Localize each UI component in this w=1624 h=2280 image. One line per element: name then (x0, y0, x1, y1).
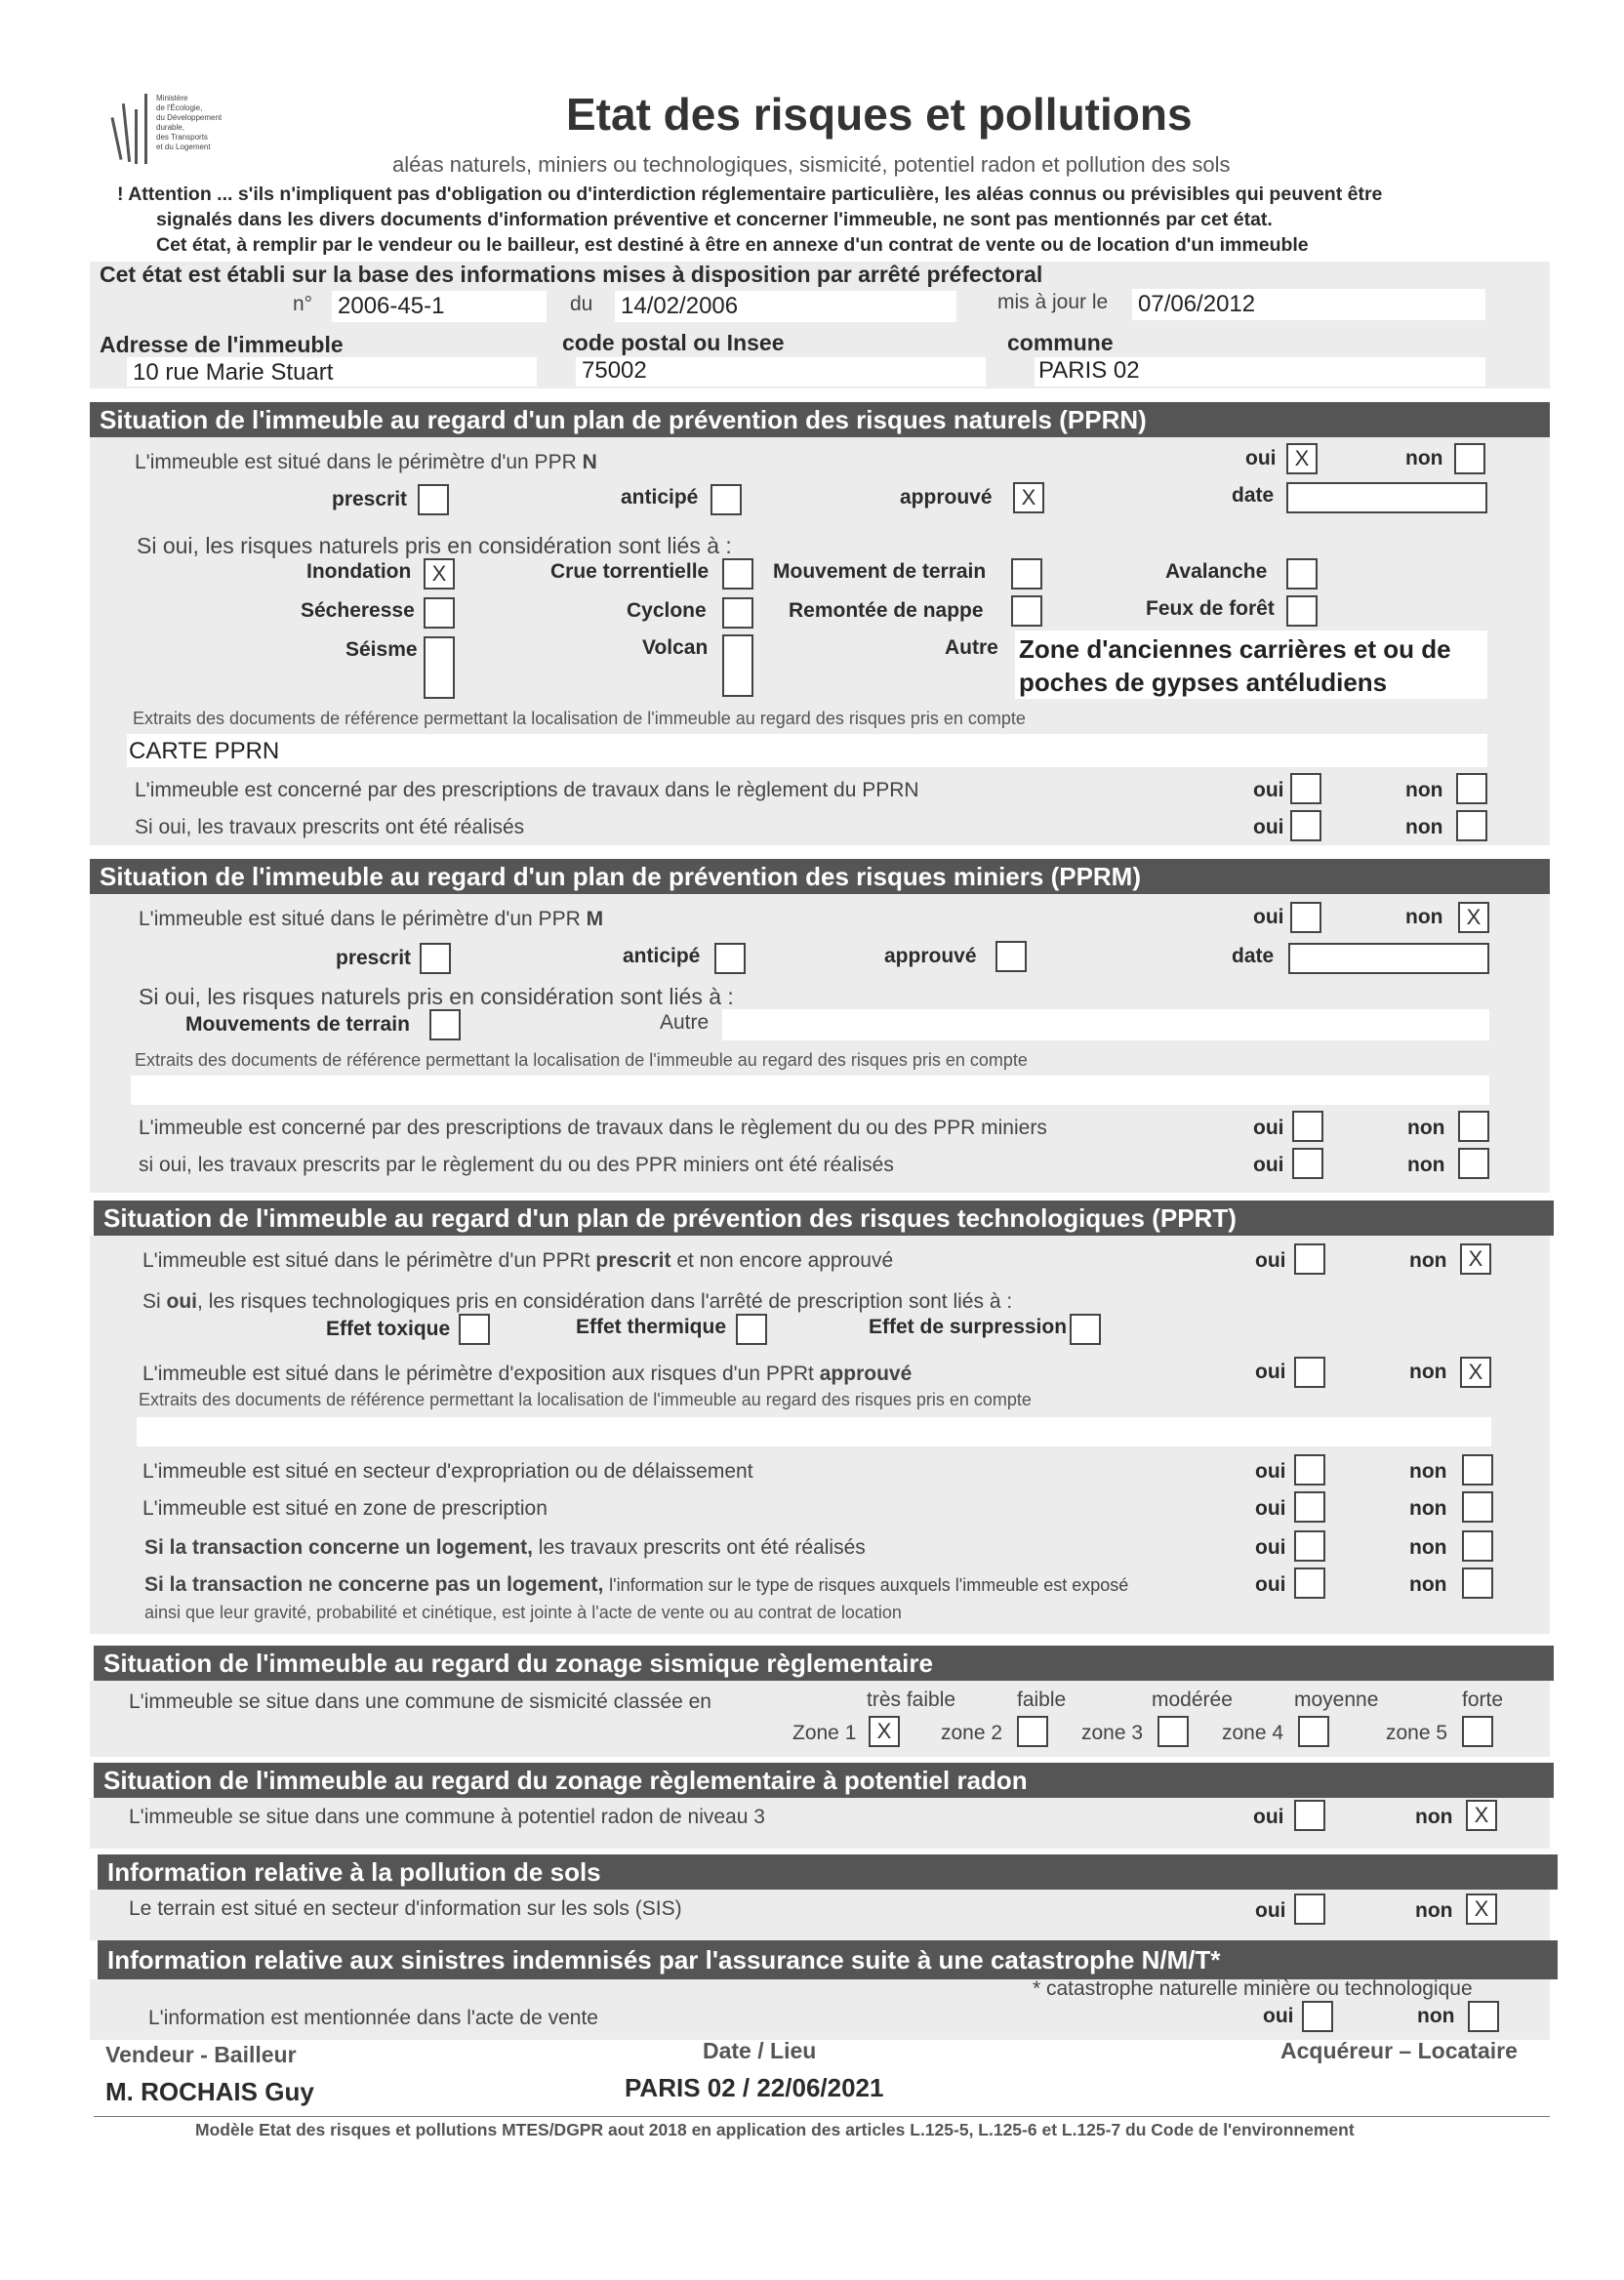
risk-volcan-checkbox[interactable] (722, 634, 753, 697)
pprn-perimetre-text: L'immeuble est situé dans le périmètre d'un PPR (135, 451, 577, 473)
risk-cyclone-checkbox[interactable] (722, 597, 753, 629)
sols-non-label: non (1415, 1899, 1453, 1922)
risk-cyclone-label: Cyclone (627, 599, 707, 622)
pprn-prescrit-checkbox[interactable] (418, 484, 449, 515)
pprm-oui-checkbox[interactable] (1290, 902, 1321, 933)
arrete-du-label: du (570, 293, 593, 315)
pprm-prescriptions-non-label: non (1407, 1117, 1445, 1139)
pprm-perimetre-letter: M (586, 908, 604, 930)
radon-non-label: non (1415, 1806, 1453, 1828)
pprn-prescrit-label: prescrit (332, 488, 408, 510)
pprn-extraits-field[interactable] (127, 734, 1487, 767)
sismique-zone-4-label: zone 4 (1222, 1722, 1284, 1744)
commune-value: PARIS 02 (1038, 357, 1140, 384)
pprt-thermique-checkbox[interactable] (736, 1314, 767, 1345)
pprn-travaux-oui-label: oui (1253, 816, 1284, 838)
pprt-non-logement-oui-checkbox[interactable] (1294, 1568, 1325, 1599)
pprn-anticipe-checkbox[interactable] (710, 484, 742, 515)
radon-oui-checkbox[interactable] (1294, 1800, 1325, 1831)
pprn-non-checkbox[interactable] (1454, 443, 1485, 474)
pprt-approuve-non-label: non (1409, 1361, 1447, 1383)
pprt-approuve-oui-label: oui (1255, 1361, 1286, 1383)
sols-oui-checkbox[interactable] (1294, 1893, 1325, 1925)
sismique-text: L'immeuble se situe dans une commune de sismicité classée en (129, 1690, 711, 1713)
risk-inondation-label: Inondation (306, 560, 412, 583)
commune-label: commune (1007, 330, 1114, 355)
footer-text: Modèle Etat des risques et pollutions MTES/DGPR aout 2018 en application des articles L.125-5, L.125-6 et L.125-7 du Code de l'environnement (195, 2120, 1355, 2139)
attention-line-2: signalés dans les divers documents d'information préventive et concerner l'immeuble, ne sont pas mentionnés par cet état. (156, 209, 1273, 230)
pprt-approuve-text-b: approuvé (819, 1363, 913, 1385)
pprm-prescrit-label: prescrit (336, 947, 412, 969)
pprt-si-oui-a: Si (142, 1290, 161, 1313)
pprt-si-oui-b: oui (166, 1290, 198, 1313)
radon-header: Situation de l'immeuble au regard du zonage règlementaire à potentiel radon (94, 1763, 1554, 1798)
pprn-travaux-non-label: non (1405, 816, 1443, 838)
page-title: Etat des risques et pollutions (566, 89, 1193, 140)
pprt-non-logement-oui-label: oui (1255, 1573, 1286, 1596)
vendeur-label: Vendeur - Bailleur (105, 2042, 297, 2067)
pprm-travaux-oui-checkbox[interactable] (1292, 1148, 1323, 1179)
pprt-logement-a: Si la transaction concerne un logement, (144, 1536, 533, 1559)
sismique-zone-2-checkbox[interactable] (1017, 1716, 1048, 1747)
acquereur-label: Acquéreur – Locataire (1280, 2038, 1518, 2063)
attention-line-1: ! Attention ... s'ils n'impliquent pas d'obligation ou d'interdiction réglementaire particulière, les aléas connus ou prévisibles qui peuvent être (117, 183, 1383, 205)
pprm-perimetre-text: L'immeuble est situé dans le périmètre d'un PPR (139, 908, 581, 930)
pprm-anticipe-label: anticipé (623, 945, 701, 967)
pprm-approuve-checkbox[interactable] (995, 941, 1027, 972)
pprt-prescrit-text-b: prescrit (595, 1249, 671, 1272)
pprm-extraits-field[interactable] (131, 1076, 1489, 1105)
pprm-date-field[interactable] (1288, 943, 1489, 974)
sismique-zone-3-label: zone 3 (1081, 1722, 1144, 1744)
adresse-value: 10 rue Marie Stuart (133, 359, 334, 386)
pprm-prescriptions-oui-checkbox[interactable] (1292, 1111, 1323, 1142)
pprt-logement-oui-label: oui (1255, 1536, 1286, 1559)
pprt-non-logement-b: l'information sur le type de risques auxquels l'immeuble est exposé (609, 1575, 1129, 1595)
pprm-approuve-label: approuvé (884, 945, 977, 967)
pprn-perimetre (135, 451, 597, 474)
sinistres-non-checkbox[interactable] (1468, 2001, 1499, 2032)
pprt-prescrit-non-label: non (1409, 1249, 1447, 1272)
pprn-date-field[interactable] (1286, 482, 1487, 513)
arrete-du-value: 14/02/2006 (621, 293, 739, 319)
arrete-n-label: n° (293, 293, 313, 315)
pprt-logement-b: les travaux prescrits ont été réalisés (538, 1536, 866, 1559)
sinistres-note: * catastrophe naturelle minière ou technologique (1033, 1977, 1473, 2000)
attention-line-3: Cet état, à remplir par le vendeur ou le bailleur, est destiné à être en annexe d'un contrat de vente ou de location d'un immeuble (156, 234, 1309, 256)
risk-remontee-label: Remontée de nappe (789, 599, 984, 622)
cp-value: 75002 (582, 357, 647, 384)
arrete-maj-label: mis à jour le (997, 291, 1109, 313)
radon-text: L'immeuble se situe dans une commune à potentiel radon de niveau 3 (129, 1806, 765, 1828)
pprt-prescrit-non-checkbox[interactable]: X (1460, 1243, 1491, 1275)
risk-mouvement-label: Mouvement de terrain (773, 560, 987, 583)
adresse-label: Adresse de l'immeuble (100, 332, 344, 357)
pprt-approuve-line (142, 1363, 912, 1386)
risk-remontee-checkbox[interactable] (1011, 595, 1042, 627)
pprt-surpression-label: Effet de surpression (869, 1316, 1068, 1338)
sismique-zone-4-checkbox[interactable] (1298, 1716, 1329, 1747)
logo-text-line: Ministère (156, 94, 188, 102)
pprn-oui-label: oui (1245, 447, 1277, 469)
pprt-toxique-checkbox[interactable] (459, 1314, 490, 1345)
pprt-zone-prescription: L'immeuble est situé en zone de prescription (142, 1497, 548, 1520)
pprm-non-label: non (1405, 906, 1443, 928)
pprm-header: Situation de l'immeuble au regard d'un plan de prévention des risques miniers (PPRM) (90, 859, 1550, 894)
sismique-zone-1-checkbox[interactable]: X (869, 1716, 900, 1747)
risk-volcan-label: Volcan (642, 636, 709, 659)
pprm-travaux-non-checkbox[interactable] (1458, 1148, 1489, 1179)
risk-mouvement-checkbox[interactable] (1011, 558, 1042, 590)
pprn-prescriptions: L'immeuble est concerné par des prescriptions de travaux dans le règlement du PPRN (135, 779, 919, 801)
pprm-autre-field[interactable] (722, 1009, 1489, 1040)
sismique-zone-2-label: zone 2 (941, 1722, 1003, 1744)
pprn-si-oui: Si oui, les risques naturels pris en considération sont liés à : (137, 533, 732, 558)
risk-secheresse-checkbox[interactable] (424, 597, 455, 629)
pprt-header: Situation de l'immeuble au regard d'un plan de prévention des risques technologiques (PPRT) (94, 1201, 1554, 1236)
risk-seisme-checkbox[interactable] (424, 636, 455, 699)
pprm-non-checkbox[interactable]: X (1458, 902, 1489, 933)
sinistres-oui-label: oui (1263, 2005, 1294, 2027)
pprm-mouvements-checkbox[interactable] (429, 1009, 461, 1040)
sismique-level-5: forte (1462, 1689, 1504, 1711)
pprn-extraits-value: CARTE PPRN (129, 738, 280, 764)
page-subtitle: aléas naturels, miniers ou technologiques, sismicité, potentiel radon et pollution des sols (392, 152, 1231, 177)
pprt-non-logement-a: Si la transaction ne concerne pas un logement, (144, 1573, 604, 1596)
pprm-travaux-non-label: non (1407, 1154, 1445, 1176)
pprt-extraits-field[interactable] (137, 1417, 1491, 1446)
risk-feux-checkbox[interactable] (1286, 595, 1318, 627)
pprn-prescriptions-oui-label: oui (1253, 779, 1284, 801)
pprt-logement (144, 1536, 866, 1560)
pprn-date-label: date (1232, 484, 1275, 507)
risk-autre-label: Autre (945, 636, 998, 659)
sismique-level-1: très faible (867, 1689, 956, 1711)
pprm-si-oui: Si oui, les risques naturels pris en considération sont liés à : (139, 984, 734, 1009)
radon-non-checkbox[interactable]: X (1466, 1800, 1497, 1831)
sismique-level-3: modérée (1152, 1689, 1233, 1711)
pprn-approuve-label: approuvé (900, 486, 993, 509)
pprt-non-logement (144, 1573, 1128, 1597)
pprn-travaux: Si oui, les travaux prescrits ont été réalisés (135, 816, 525, 838)
sols-oui-label: oui (1255, 1899, 1286, 1922)
pprt-surpression-checkbox[interactable] (1070, 1314, 1101, 1345)
pprt-non-logement-non-label: non (1409, 1573, 1447, 1596)
pprt-logement-oui-checkbox[interactable] (1294, 1530, 1325, 1562)
risk-inondation-checkbox[interactable]: X (424, 558, 455, 590)
sols-header: Information relative à la pollution de sols (98, 1854, 1558, 1890)
pprn-perimetre-letter: N (582, 451, 597, 473)
pprt-si-oui (142, 1290, 1012, 1314)
sismique-zone-1-label: Zone 1 (792, 1722, 857, 1744)
pprt-approuve-non-checkbox[interactable]: X (1460, 1357, 1491, 1388)
radon-oui-label: oui (1253, 1806, 1284, 1828)
sinistres-text: L'information est mentionnée dans l'acte de vente (148, 2007, 598, 2029)
pprt-expropriation: L'immeuble est situé en secteur d'expropriation ou de délaissement (142, 1460, 753, 1483)
pprm-oui-label: oui (1253, 906, 1284, 928)
pprn-prescriptions-non-checkbox[interactable] (1456, 773, 1487, 804)
pprt-zone-non-checkbox[interactable] (1462, 1491, 1493, 1523)
risk-feux-label: Feux de forêt (1146, 597, 1275, 620)
vendeur-value: M. ROCHAIS Guy (105, 2077, 314, 2106)
risk-crue-label: Crue torrentielle (550, 560, 710, 583)
pprt-prescrit-oui-label: oui (1255, 1249, 1286, 1272)
pprt-toxique-label: Effet toxique (326, 1318, 451, 1340)
pprm-extraits: Extraits des documents de référence permettant la localisation de l'immeuble au regard des risques pris en compte (135, 1050, 1028, 1070)
pprm-prescrit-checkbox[interactable] (420, 943, 451, 974)
pprm-date-label: date (1232, 945, 1275, 967)
logo-text-line: des Transports (156, 133, 208, 142)
logo-text-line: de l'Écologie, (156, 103, 203, 112)
pprn-approuve-checkbox[interactable]: X (1013, 482, 1044, 513)
logo-text-line: et du Logement (156, 142, 211, 151)
date-lieu-value: PARIS 02 / 22/06/2021 (625, 2073, 884, 2102)
pprt-non-logement-c: ainsi que leur gravité, probabilité et cinétique, est jointe à l'acte de vente ou au contrat de location (144, 1603, 902, 1622)
sinistres-header: Information relative aux sinistres indemnisés par l'assurance suite à une catastrophe N/M/T* (98, 1940, 1558, 1979)
sinistres-non-label: non (1417, 2005, 1455, 2027)
pprn-prescriptions-oui-checkbox[interactable] (1290, 773, 1321, 804)
cp-label: code postal ou Insee (562, 330, 785, 355)
pprn-extraits: Extraits des documents de référence permettant la localisation de l'immeuble au regard des risques pris en compte (133, 709, 1026, 728)
pprn-travaux-non-checkbox[interactable] (1456, 810, 1487, 841)
pprt-logement-non-checkbox[interactable] (1462, 1530, 1493, 1562)
pprn-travaux-oui-checkbox[interactable] (1290, 810, 1321, 841)
sinistres-oui-checkbox[interactable] (1302, 2001, 1333, 2032)
pprm-prescriptions-oui-label: oui (1253, 1117, 1284, 1139)
pprm-travaux-oui-label: oui (1253, 1154, 1284, 1176)
risk-avalanche-checkbox[interactable] (1286, 558, 1318, 590)
pprn-oui-checkbox[interactable]: X (1286, 443, 1318, 474)
pprt-expropriation-non-checkbox[interactable] (1462, 1454, 1493, 1486)
sismique-zone-5-label: zone 5 (1386, 1722, 1448, 1744)
pprt-logement-non-label: non (1409, 1536, 1447, 1559)
pprt-prescrit-oui-checkbox[interactable] (1294, 1243, 1325, 1275)
pprm-autre-label: Autre (660, 1011, 710, 1034)
pprm-prescriptions: L'immeuble est concerné par des prescriptions de travaux dans le règlement du ou des PPR miniers (139, 1117, 1047, 1139)
pprt-prescrit-text-a: L'immeuble est situé dans le périmètre d'un PPRt (142, 1249, 590, 1272)
pprm-mouvements-label: Mouvements de terrain (185, 1013, 410, 1036)
pprm-block (90, 894, 1550, 1193)
pprt-expropriation-non-label: non (1409, 1460, 1447, 1483)
pprn-prescriptions-non-label: non (1405, 779, 1443, 801)
pprt-thermique-label: Effet thermique (576, 1316, 727, 1338)
logo-text-line: du Développement (156, 113, 223, 122)
footer-rule (94, 2116, 1550, 2117)
risk-autre-value-1: Zone d'anciennes carrières et ou de (1019, 634, 1451, 664)
pprt-prescrit-line (142, 1249, 893, 1273)
risk-autre-value-2: poches de gypses antéludiens (1019, 668, 1388, 697)
sismique-zone-3-checkbox[interactable] (1157, 1716, 1189, 1747)
pprm-perimetre (139, 908, 603, 931)
pprn-non-label: non (1405, 447, 1443, 469)
sismique-level-4: moyenne (1294, 1689, 1379, 1711)
sols-text: Le terrain est situé en secteur d'information sur les sols (SIS) (129, 1897, 682, 1920)
pprt-prescrit-text-c: et non encore approuvé (676, 1249, 894, 1272)
pprt-approuve-text-a: L'immeuble est situé dans le périmètre d'exposition aux risques d'un PPRt (142, 1363, 814, 1385)
pprt-zone-oui-label: oui (1255, 1497, 1286, 1520)
pprt-extraits: Extraits des documents de référence permettant la localisation de l'immeuble au regard des risques pris en compte (139, 1390, 1032, 1409)
pprm-anticipe-checkbox[interactable] (714, 943, 746, 974)
pprt-expropriation-oui-checkbox[interactable] (1294, 1454, 1325, 1486)
ministry-logo (109, 90, 256, 168)
risk-seisme-label: Séisme (345, 638, 418, 661)
pprt-expropriation-oui-label: oui (1255, 1460, 1286, 1483)
pprt-zone-non-label: non (1409, 1497, 1447, 1520)
pprn-header: Situation de l'immeuble au regard d'un plan de prévention des risques naturels (PPRN) (90, 402, 1550, 437)
sismique-header: Situation de l'immeuble au regard du zonage sismique règlementaire (94, 1646, 1554, 1681)
logo-text-line: durable, (156, 123, 184, 132)
risk-secheresse-label: Sécheresse (301, 599, 415, 622)
arrete-n-value: 2006-45-1 (338, 293, 445, 319)
date-lieu-label: Date / Lieu (703, 2038, 817, 2063)
arrete-maj-value: 07/06/2012 (1138, 291, 1256, 317)
risk-avalanche-label: Avalanche (1165, 560, 1268, 583)
pprt-non-logement-non-checkbox[interactable] (1462, 1568, 1493, 1599)
sismique-zone-5-checkbox[interactable] (1462, 1716, 1493, 1747)
pprt-zone-oui-checkbox[interactable] (1294, 1491, 1325, 1523)
pprm-travaux: si oui, les travaux prescrits par le règlement du ou des PPR miniers ont été réalisés (139, 1154, 894, 1176)
pprt-si-oui-c: , les risques technologiques pris en considération dans l'arrêté de prescription sont liés à : (197, 1290, 1013, 1313)
pprt-approuve-oui-checkbox[interactable] (1294, 1357, 1325, 1388)
sols-non-checkbox[interactable]: X (1466, 1893, 1497, 1925)
sismique-level-2: faible (1017, 1689, 1067, 1711)
arrete-heading: Cet état est établi sur la base des informations mises à disposition par arrêté préfectoral (100, 262, 1043, 287)
pprm-prescriptions-non-checkbox[interactable] (1458, 1111, 1489, 1142)
pprn-anticipe-label: anticipé (621, 486, 699, 509)
risk-crue-checkbox[interactable] (722, 558, 753, 590)
